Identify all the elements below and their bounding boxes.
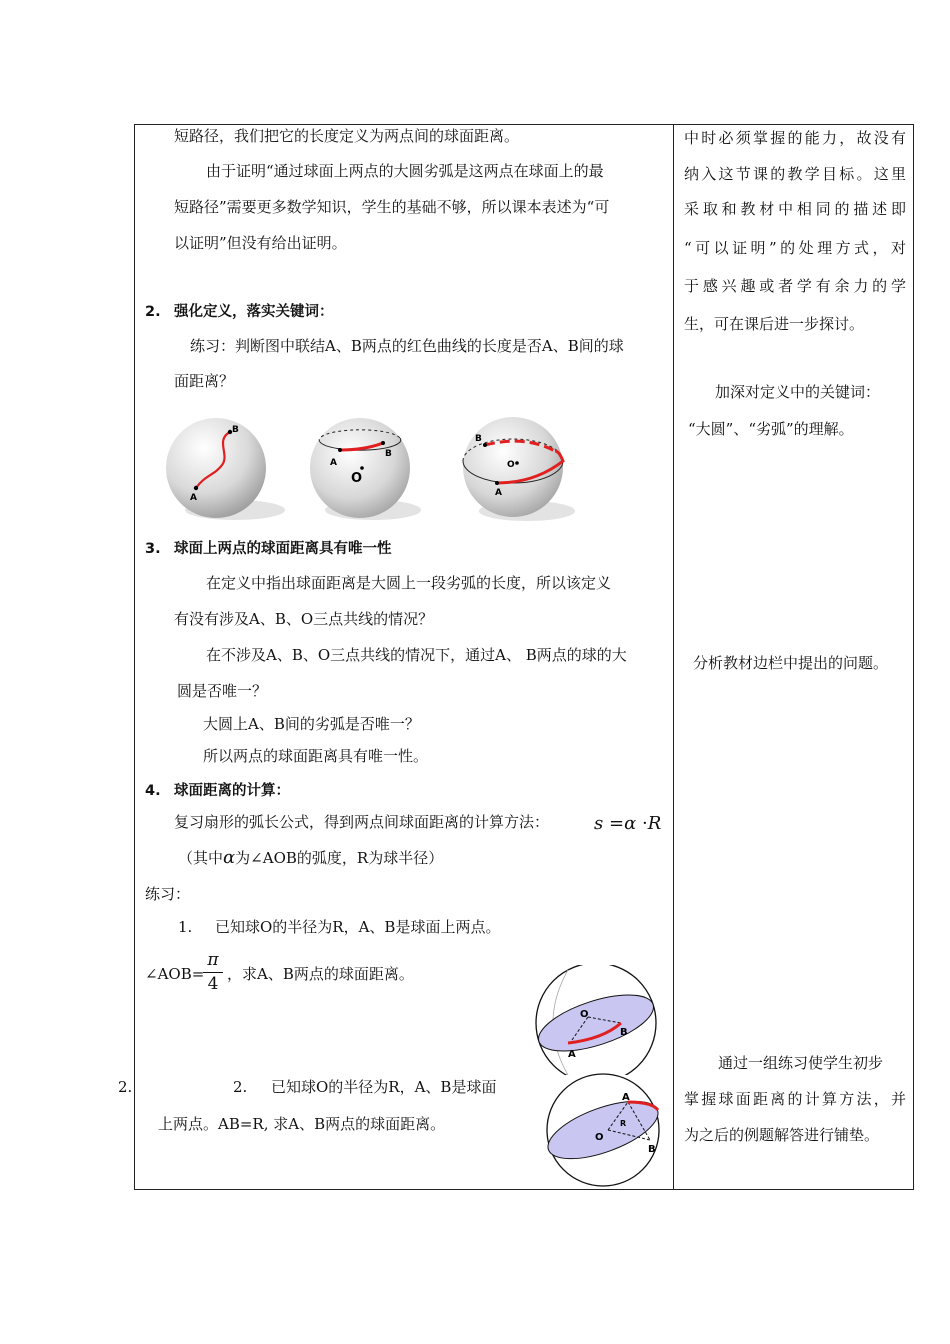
section-4-number: 4. — [145, 783, 161, 799]
note-4-line2: 掌握球面距离的计算方法，并 — [684, 1090, 906, 1108]
uniqueness-line1: 在定义中指出球面距离是大圆上一段劣弧的长度，所以该定义 — [206, 574, 612, 592]
exercise-line2: 面距离？ — [174, 372, 235, 390]
fraction-denominator: 4 — [207, 974, 219, 994]
section-2-title: 强化定义，落实关键词： — [174, 304, 334, 320]
note-3: 分析教材边栏中提出的问题。 — [693, 654, 889, 672]
note-1-line3: 采取和教材中相同的描述即 — [684, 200, 906, 218]
svg-text:B: B — [475, 434, 482, 444]
note-2-line1: 加深对定义中的关键词： — [715, 383, 881, 401]
svg-text:A: A — [495, 488, 502, 498]
svg-text:A: A — [622, 1092, 630, 1103]
note-1-line1: 中时必须掌握的能力，故没有 — [684, 129, 906, 147]
note-4-line3: 为之后的例题解答进行铺垫。 — [684, 1126, 880, 1144]
svg-text:O: O — [595, 1132, 604, 1143]
column-divider — [673, 124, 674, 1190]
fraction-numerator: π — [207, 950, 219, 970]
exercise-2-number: 2. — [233, 1078, 248, 1096]
svg-text:B: B — [385, 449, 392, 459]
note-2-line2: “大圆”、“劣弧”的理解。 — [688, 420, 854, 438]
note-1-line2: 纳入这节课的教学目标。这里 — [684, 165, 906, 183]
sphere-figure-1 — [160, 410, 285, 525]
exercise-1-number: 1. — [178, 918, 193, 936]
svg-text:R: R — [620, 1119, 627, 1128]
section-2-number: 2. — [145, 304, 161, 320]
exercise-1-angle: ∠AOB= — [145, 965, 205, 983]
svg-text:B: B — [648, 1144, 656, 1155]
section-3-number: 3. — [145, 541, 161, 557]
exercise-1-text: 已知球O的半径为R，A、B是球面上两点。 — [215, 918, 501, 936]
formula: s =α ·R — [594, 813, 662, 834]
svg-text:B: B — [620, 1027, 628, 1038]
formula-note: （其中α为∠AOB的弧度，R为球半径） — [178, 847, 444, 868]
note-1-line4: “可以证明”的处理方式，对 — [684, 239, 906, 257]
sphere-figure-4 — [528, 965, 663, 1075]
sphere-figure-3 — [455, 415, 580, 525]
svg-text:O: O — [580, 1009, 589, 1020]
outer-number: 2. — [118, 1078, 133, 1096]
svg-text:A: A — [330, 458, 337, 468]
fraction-bar — [203, 972, 223, 973]
note-1-line5: 于感兴趣或者学有余力的学 — [684, 277, 906, 295]
sphere-figure-5 — [540, 1072, 668, 1190]
uniqueness-line5: 大圆上A、B间的劣弧是否唯一？ — [203, 715, 420, 733]
exercise-1-question: ，求A、B两点的球面距离。 — [227, 965, 414, 983]
uniqueness-line2: 有没有涉及A、B、O三点共线的情况？ — [174, 610, 434, 628]
uniqueness-line6: 所以两点的球面距离具有唯一性。 — [203, 747, 429, 765]
svg-text:A: A — [568, 1049, 576, 1060]
exercise-2-line2: 上两点。AB=R, 求A、B两点的球面距离。 — [158, 1115, 446, 1133]
point-b-label: B — [232, 425, 239, 435]
note-4-line1: 通过一组练习使学生初步 — [718, 1054, 884, 1072]
exercise-2-line1: 已知球O的半径为R，A、B是球面 — [271, 1078, 497, 1096]
svg-text:O: O — [507, 460, 515, 470]
svg-text:O: O — [351, 471, 363, 486]
point-a-label: A — [190, 493, 197, 503]
proof-note-line2: 短路径”需要更多数学知识，学生的基础不够，所以课本表述为“可 — [174, 198, 610, 216]
intro-line: 短路径，我们把它的长度定义为两点间的球面距离。 — [174, 127, 520, 145]
uniqueness-line3: 在不涉及A、B、O三点共线的情况下，通过A、 B两点的球的大 — [206, 646, 627, 664]
note-1-line6: 生，可在课后进一步探讨。 — [684, 315, 865, 333]
formula-intro: 复习扇形的弧长公式，得到两点间球面距离的计算方法： — [174, 813, 550, 831]
exercise-label: 练习： — [145, 885, 191, 903]
sphere-figure-2 — [305, 410, 425, 525]
exercise-line1: 练习：判断图中联结A、B两点的红色曲线的长度是否A、B间的球 — [190, 337, 624, 355]
section-3-title: 球面上两点的球面距离具有唯一性 — [174, 541, 392, 557]
proof-note-line1: 由于证明“通过球面上两点的大圆劣弧是这两点在球面上的最 — [206, 162, 604, 180]
uniqueness-line4: 圆是否唯一？ — [177, 682, 268, 700]
proof-note-line3: 以证明”但没有给出证明。 — [174, 234, 347, 252]
section-4-title: 球面距离的计算： — [174, 783, 290, 799]
